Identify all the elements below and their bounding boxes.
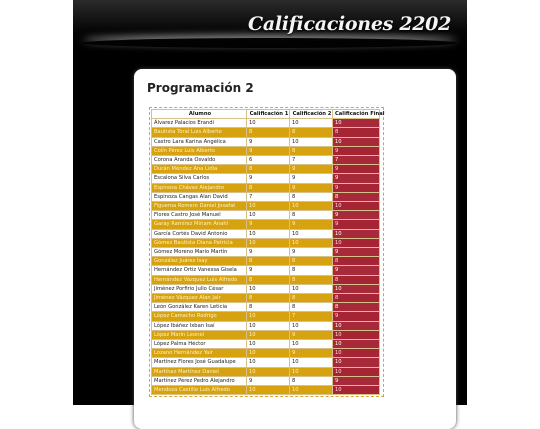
- table-row: [152, 238, 380, 247]
- table-row: [152, 165, 380, 174]
- final-grade-cell: 8: [333, 192, 380, 201]
- site-header: [73, 0, 467, 52]
- final-grade-cell: 9: [333, 211, 380, 220]
- grade-1-cell: 10: [247, 386, 290, 395]
- student-name-cell: Escalona Silva Carlos: [152, 174, 247, 183]
- table-row: [152, 330, 380, 339]
- grade-2-cell: 10: [290, 340, 333, 349]
- final-grade-cell: 10: [333, 386, 380, 395]
- final-grade-cell: 10: [333, 349, 380, 358]
- grade-2-cell: 7: [290, 312, 333, 321]
- table-row: [152, 367, 380, 376]
- grade-1-cell: 10: [247, 367, 290, 376]
- table-row: [152, 312, 380, 321]
- grade-2-cell: 10: [290, 137, 333, 146]
- grade-2-cell: 8: [290, 303, 333, 312]
- table-row: [152, 183, 380, 192]
- grade-2-cell: 9: [290, 165, 333, 174]
- student-name-cell: Jiménez Vázquez Alan Jair: [152, 294, 247, 303]
- table-row: [152, 284, 380, 293]
- table-row: [152, 137, 380, 146]
- table-row: [152, 202, 380, 211]
- student-name-cell: García Cortés David Antonio: [152, 229, 247, 238]
- table-row: [152, 340, 380, 349]
- final-grade-cell: 9: [333, 376, 380, 385]
- grade-2-cell: 10: [290, 238, 333, 247]
- grade-2-cell: 8: [290, 266, 333, 275]
- grade-1-cell: 9: [247, 146, 290, 155]
- final-grade-cell: 8: [333, 275, 380, 284]
- grade-1-cell: 10: [247, 312, 290, 321]
- table-body: [152, 119, 380, 395]
- student-name-cell: Hernández Vázquez Luis Alfredo: [152, 275, 247, 284]
- final-grade-cell: 7: [333, 156, 380, 165]
- student-name-cell: Colín Pérez Luis Alberto: [152, 146, 247, 155]
- table-row: [152, 349, 380, 358]
- grade-1-cell: 10: [247, 229, 290, 238]
- final-grade-cell: 9: [333, 174, 380, 183]
- grade-1-cell: 10: [247, 284, 290, 293]
- grade-2-cell: 7: [290, 156, 333, 165]
- grade-2-cell: 8: [290, 275, 333, 284]
- grade-2-cell: 9: [290, 174, 333, 183]
- grade-2-cell: 10: [290, 358, 333, 367]
- grade-2-cell: 8: [290, 294, 333, 303]
- grade-1-cell: 9: [247, 220, 290, 229]
- grade-2-cell: 9: [290, 330, 333, 339]
- student-name-cell: Martínez Martínez Daniel: [152, 367, 247, 376]
- table-row: [152, 275, 380, 284]
- grade-1-cell: 9: [247, 248, 290, 257]
- page-background: [73, 0, 467, 405]
- final-grade-cell: 8: [333, 303, 380, 312]
- grade-1-cell: 10: [247, 358, 290, 367]
- grade-1-cell: 10: [247, 330, 290, 339]
- grade-2-cell: 9: [290, 349, 333, 358]
- student-name-cell: López Camacho Rodrigo: [152, 312, 247, 321]
- table-row: [152, 146, 380, 155]
- final-grade-cell: 9: [333, 248, 380, 257]
- student-name-cell: López Marín Leonel: [152, 330, 247, 339]
- grade-2-cell: 10: [290, 202, 333, 211]
- final-grade-cell: 10: [333, 137, 380, 146]
- grade-1-cell: 7: [247, 192, 290, 201]
- column-header-final-grade: Calificación Final: [333, 110, 380, 119]
- grade-1-cell: 9: [247, 137, 290, 146]
- table-row: [152, 358, 380, 367]
- grade-1-cell: 9: [247, 376, 290, 385]
- grade-1-cell: 8: [247, 257, 290, 266]
- grade-1-cell: 10: [247, 119, 290, 128]
- grade-2-cell: 10: [290, 119, 333, 128]
- student-name-cell: Espinoza Cangas Alan David: [152, 192, 247, 201]
- student-name-cell: Martínez Pérez Pedro Alejandro: [152, 376, 247, 385]
- column-header-student: Alumno: [152, 110, 247, 119]
- final-grade-cell: 10: [333, 367, 380, 376]
- table-row: [152, 376, 380, 385]
- grade-2-cell: 8: [290, 146, 333, 155]
- grade-1-cell: 8: [247, 275, 290, 284]
- final-grade-cell: 8: [333, 128, 380, 137]
- student-name-cell: Espinosa Chávez Alejandro: [152, 183, 247, 192]
- grade-1-cell: 8: [247, 128, 290, 137]
- table-row: [152, 220, 380, 229]
- grade-2-cell: 8: [290, 376, 333, 385]
- grade-2-cell: 8: [290, 211, 333, 220]
- final-grade-cell: 10: [333, 340, 380, 349]
- grade-1-cell: 6: [247, 156, 290, 165]
- content-card: [134, 69, 456, 429]
- table-row: [152, 229, 380, 238]
- grade-1-cell: 10: [247, 340, 290, 349]
- grade-2-cell: 9: [290, 248, 333, 257]
- student-name-cell: Gómez Bautista Diana Patricia: [152, 238, 247, 247]
- final-grade-cell: 9: [333, 165, 380, 174]
- student-name-cell: González Juárez Isay: [152, 257, 247, 266]
- student-name-cell: Flores Castro José Manuel: [152, 211, 247, 220]
- table-row: [152, 303, 380, 312]
- grade-2-cell: 8: [290, 128, 333, 137]
- final-grade-cell: 10: [333, 238, 380, 247]
- final-grade-cell: 9: [333, 266, 380, 275]
- grade-2-cell: 10: [290, 367, 333, 376]
- grades-table: [151, 109, 385, 395]
- student-name-cell: Garay Ramírez Miriam Anahí: [152, 220, 247, 229]
- student-name-cell: Castro Lara Karina Angélica: [152, 137, 247, 146]
- page-heading: Programación 2: [147, 81, 254, 95]
- final-grade-cell: 8: [333, 257, 380, 266]
- student-name-cell: Durán Méndez Ana Lidia: [152, 165, 247, 174]
- grade-2-cell: 9: [290, 220, 333, 229]
- grade-1-cell: 10: [247, 202, 290, 211]
- student-name-cell: León González Karen Leticia: [152, 303, 247, 312]
- grade-1-cell: 10: [247, 321, 290, 330]
- grade-2-cell: 10: [290, 321, 333, 330]
- header-glow: [83, 38, 457, 48]
- table-row: [152, 128, 380, 137]
- student-name-cell: Lozano Hernández Yair: [152, 349, 247, 358]
- final-grade-cell: 10: [333, 330, 380, 339]
- grade-1-cell: 8: [247, 303, 290, 312]
- table-row: [152, 119, 380, 128]
- final-grade-cell: 9: [333, 146, 380, 155]
- table-row: [152, 248, 380, 257]
- student-name-cell: Jiménez Porfirio Julio César: [152, 284, 247, 293]
- student-name-cell: Figueroa Romero Daniel Josafat: [152, 202, 247, 211]
- grade-1-cell: 9: [247, 174, 290, 183]
- final-grade-cell: 9: [333, 312, 380, 321]
- student-name-cell: Álvarez Palacios Erandi: [152, 119, 247, 128]
- final-grade-cell: 10: [333, 202, 380, 211]
- grade-1-cell: 8: [247, 183, 290, 192]
- table-row: [152, 156, 380, 165]
- student-name-cell: Gómez Moreno Mario Martín: [152, 248, 247, 257]
- student-name-cell: Corona Aranda Osvaldo: [152, 156, 247, 165]
- student-name-cell: López Ibáñez Ixban Isaí: [152, 321, 247, 330]
- grade-1-cell: 10: [247, 211, 290, 220]
- final-grade-cell: 9: [333, 183, 380, 192]
- final-grade-cell: 9: [333, 220, 380, 229]
- table-row: [152, 257, 380, 266]
- final-grade-cell: 10: [333, 119, 380, 128]
- grade-1-cell: 8: [247, 294, 290, 303]
- column-header-grade-2: Calificación 2: [290, 110, 333, 119]
- grades-table-container: [149, 107, 384, 397]
- final-grade-cell: 10: [333, 229, 380, 238]
- grade-1-cell: 8: [247, 165, 290, 174]
- table-row: [152, 386, 380, 395]
- student-name-cell: Mendoza Castillo Luis Alfredo: [152, 386, 247, 395]
- final-grade-cell: 10: [333, 358, 380, 367]
- grade-2-cell: 8: [290, 192, 333, 201]
- table-row: [152, 192, 380, 201]
- grade-2-cell: 10: [290, 229, 333, 238]
- site-title: Calificaciones 2202: [248, 13, 451, 35]
- grade-2-cell: 8: [290, 257, 333, 266]
- grade-2-cell: 10: [290, 386, 333, 395]
- student-name-cell: Martínez Flores José Guadalupe: [152, 358, 247, 367]
- table-header-row: [152, 110, 380, 119]
- grade-1-cell: 10: [247, 238, 290, 247]
- table-row: [152, 211, 380, 220]
- grade-1-cell: 9: [247, 266, 290, 275]
- student-name-cell: Hernández Ortiz Vanessa Gisela: [152, 266, 247, 275]
- student-name-cell: Bautista Toral Luis Alberto: [152, 128, 247, 137]
- table-row: [152, 174, 380, 183]
- final-grade-cell: 8: [333, 294, 380, 303]
- table-row: [152, 266, 380, 275]
- table-row: [152, 294, 380, 303]
- grade-2-cell: 9: [290, 183, 333, 192]
- grade-2-cell: 10: [290, 284, 333, 293]
- final-grade-cell: 10: [333, 321, 380, 330]
- grade-1-cell: 10: [247, 349, 290, 358]
- student-name-cell: López Palma Héctor: [152, 340, 247, 349]
- table-row: [152, 321, 380, 330]
- final-grade-cell: 10: [333, 284, 380, 293]
- column-header-grade-1: Calificación 1: [247, 110, 290, 119]
